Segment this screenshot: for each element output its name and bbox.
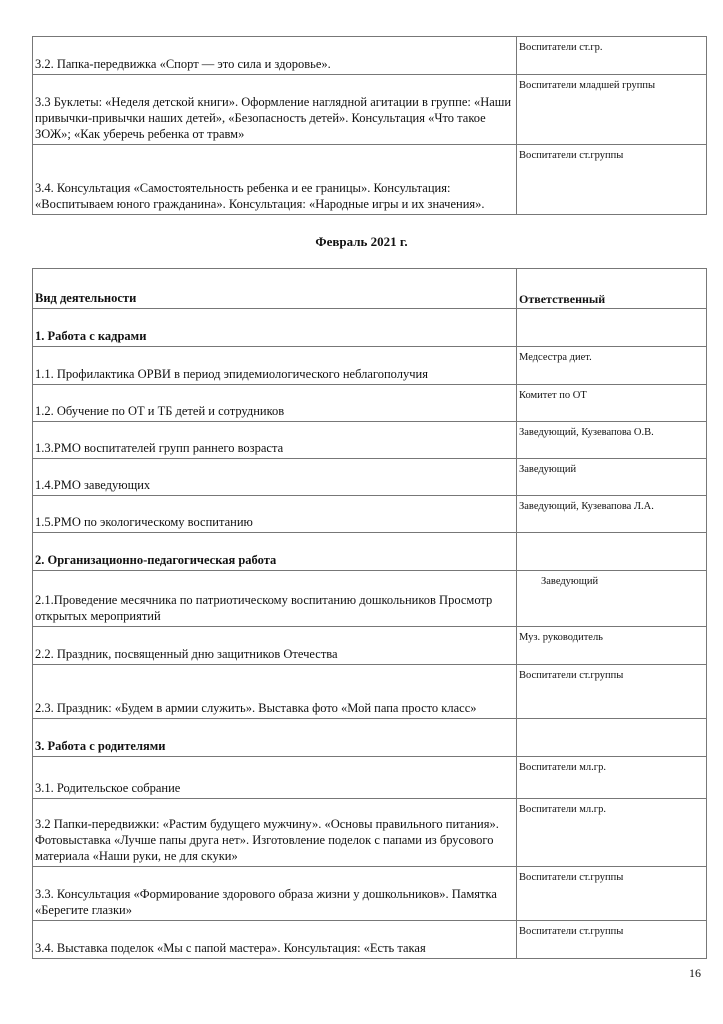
table-row (33, 571, 707, 627)
responsible-cell (517, 309, 707, 347)
table-row (33, 867, 707, 921)
responsible-header: Ответственный (517, 269, 707, 309)
responsible-cell (517, 719, 707, 757)
table-row (33, 921, 707, 959)
responsible-cell: Комитет по ОТ (517, 385, 707, 422)
table-row (33, 347, 707, 385)
activity-cell: 3.2 Папки-передвижки: «Растим будущего мужчину». «Основы правильного питания». Фотовыставка «Лучше папы друга нет». Изготовление поделок с папами из брусового материала «Наши руки, не для скуки» (33, 799, 517, 867)
activity-cell: 3.3. Консультация «Формирование здорового образа жизни у дошкольников». Памятка «Берегите глазки» (33, 867, 517, 921)
responsible-cell: Заведующий (517, 571, 707, 627)
section-title: 3. Работа с родителями (33, 719, 517, 757)
responsible-cell: Муз. руководитель (517, 627, 707, 665)
section-title: 1. Работа с кадрами (33, 309, 517, 347)
table-row (33, 385, 707, 422)
table-header-row (33, 269, 707, 309)
responsible-cell (517, 533, 707, 571)
activity-cell: 1.1. Профилактика ОРВИ в период эпидемиологического неблагополучия (33, 347, 517, 385)
activity-cell: 3.3 Буклеты: «Неделя детской книги». Оформление наглядной агитации в группе: «Наши привычки-привычки наших детей», «Безопасность детей». Консультация «Что такое ЗОЖ»; «Как уберечь ребенка от травм» (33, 75, 517, 145)
section-row (33, 309, 707, 347)
table-row (33, 145, 707, 215)
table-row (33, 799, 707, 867)
table-row (33, 757, 707, 799)
responsible-cell: Заведующий (517, 459, 707, 496)
responsible-cell: Воспитатели ст.группы (517, 867, 707, 921)
responsible-cell: Воспитатели мл.гр. (517, 757, 707, 799)
activity-cell: 2.1.Проведение месячника по патриотическому воспитанию дошкольников Просмотр открытых мероприятий (33, 571, 517, 627)
table-row (33, 422, 707, 459)
activity-header: Вид деятельности (33, 269, 517, 309)
top-plan-table (32, 36, 707, 215)
section-title: 2. Организационно-педагогическая работа (33, 533, 517, 571)
table-row (33, 496, 707, 533)
responsible-cell: Заведующий, Кузевапова Л.А. (517, 496, 707, 533)
responsible-cell: Воспитатели ст.гр. (517, 37, 707, 75)
responsible-cell: Заведующий, Кузевапова О.В. (517, 422, 707, 459)
section-row (33, 533, 707, 571)
activity-cell: 1.2. Обучение по ОТ и ТБ детей и сотрудников (33, 385, 517, 422)
table-row (33, 75, 707, 145)
responsible-cell: Воспитатели мл.гр. (517, 799, 707, 867)
responsible-cell: Воспитатели ст.группы (517, 921, 707, 959)
responsible-cell: Воспитатели ст.группы (517, 665, 707, 719)
responsible-cell: Медсестра диет. (517, 347, 707, 385)
activity-cell: 1.4.РМО заведующих (33, 459, 517, 496)
activity-cell: 3.1. Родительское собрание (33, 757, 517, 799)
table-row (33, 627, 707, 665)
section-row (33, 719, 707, 757)
activity-cell: 2.3. Праздник: «Будем в армии служить». Выставка фото «Мой папа просто класс» (33, 665, 517, 719)
table-row (33, 665, 707, 719)
activity-cell: 1.3.РМО воспитателей групп раннего возраста (33, 422, 517, 459)
activity-cell: 1.5.РМО по экологическому воспитанию (33, 496, 517, 533)
responsible-cell: Воспитатели младшей группы (517, 75, 707, 145)
responsible-cell: Воспитатели ст.группы (517, 145, 707, 215)
table-row (33, 459, 707, 496)
monthly-plan-table (32, 268, 707, 959)
activity-cell: 2.2. Праздник, посвященный дню защитников Отечества (33, 627, 517, 665)
activity-cell: 3.4. Консультация «Самостоятельность ребенка и ее границы». Консультация: «Воспитываем юного гражданина». Консультация: «Народные игры и их значения». (33, 145, 517, 215)
table-row (33, 37, 707, 75)
month-title: Февраль 2021 г. (315, 234, 408, 249)
activity-cell: 3.4. Выставка поделок «Мы с папой мастера». Консультация: «Есть такая (33, 921, 517, 959)
page-number: 16 (689, 966, 701, 980)
activity-cell: 3.2. Папка-передвижка «Спорт — это сила и здоровье». (33, 37, 517, 75)
